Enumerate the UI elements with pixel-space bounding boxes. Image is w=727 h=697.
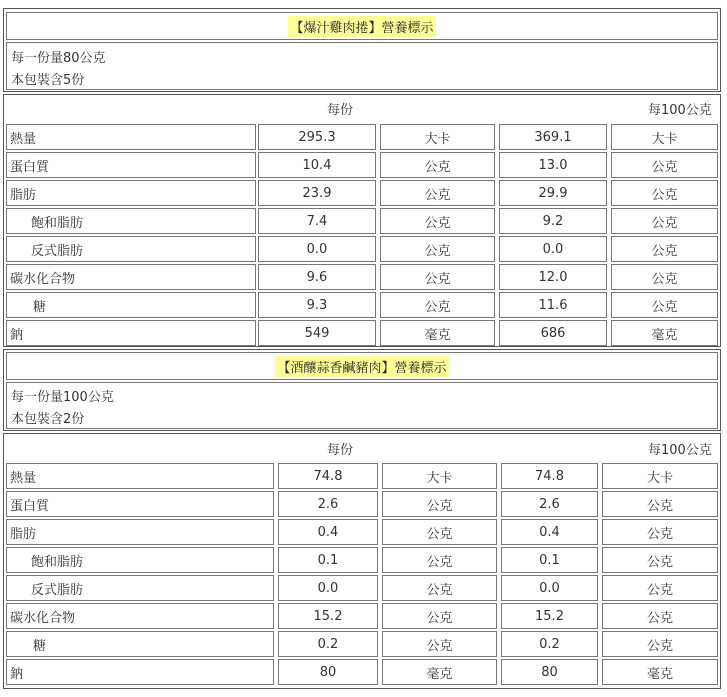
per-100g-value: 2.6 (501, 491, 598, 517)
per-serving-unit: 公克 (380, 152, 495, 178)
per-serving-value: 295.3 (258, 124, 376, 150)
header-per-serving: 每份 (327, 443, 354, 458)
nutrient-name: 反式脂肪 (6, 236, 256, 262)
per-serving-value: 0.0 (258, 236, 376, 262)
per-serving-unit: 大卡 (382, 463, 497, 489)
per-100g-unit: 公克 (611, 208, 718, 234)
per-100g-unit: 大卡 (611, 124, 718, 150)
header-per-100g: 每100公克 (648, 443, 712, 458)
per-serving-unit: 公克 (380, 208, 495, 234)
header-per-100g: 每100公克 (648, 103, 712, 118)
per-serving-unit: 公克 (382, 547, 497, 573)
nutrient-name: 碳水化合物 (6, 603, 274, 629)
per-100g-unit: 公克 (602, 631, 718, 657)
per-serving-value: 0.4 (278, 519, 378, 545)
per-serving-unit: 公克 (380, 180, 495, 206)
per-serving-value: 7.4 (258, 208, 376, 234)
per-100g-unit: 公克 (611, 264, 718, 290)
per-serving-unit: 公克 (382, 631, 497, 657)
per-serving-value: 23.9 (258, 180, 376, 206)
per-100g-value: 369.1 (499, 124, 607, 150)
nutrient-name: 反式脂肪 (6, 575, 274, 601)
per-100g-unit: 公克 (611, 236, 718, 262)
serving-size: 每一份量100公克 (11, 390, 114, 405)
per-serving-value: 15.2 (278, 603, 378, 629)
nutrient-name: 鈉 (6, 659, 274, 685)
nutrient-name: 蛋白質 (6, 491, 274, 517)
per-100g-value: 0.0 (499, 236, 607, 262)
servings-per-pack: 本包裝含2份 (11, 412, 85, 427)
serving-size: 每一份量80公克 (11, 51, 106, 66)
per-100g-unit: 公克 (611, 152, 718, 178)
per-serving-value: 0.1 (278, 547, 378, 573)
section-title: 【酒釀蒜香鹹豬肉】營養標示 (275, 356, 448, 377)
per-100g-unit: 公克 (602, 603, 718, 629)
per-serving-value: 9.3 (258, 292, 376, 318)
nutrient-name: 熱量 (6, 463, 274, 489)
per-100g-unit: 毫克 (611, 320, 718, 346)
per-100g-unit: 公克 (602, 575, 718, 601)
per-100g-unit: 公克 (602, 547, 718, 573)
section-title: 【爆汁雞肉捲】營養標示 (288, 16, 435, 37)
per-serving-value: 74.8 (278, 463, 378, 489)
per-100g-unit: 公克 (611, 180, 718, 206)
per-serving-unit: 毫克 (380, 320, 495, 346)
per-100g-unit: 公克 (611, 292, 718, 318)
per-serving-unit: 毫克 (382, 659, 497, 685)
per-100g-value: 80 (501, 659, 598, 685)
serving-info-box (6, 42, 718, 90)
per-100g-value: 74.8 (501, 463, 598, 489)
per-serving-value: 549 (258, 320, 376, 346)
per-serving-value: 0.2 (278, 631, 378, 657)
per-serving-unit: 公克 (382, 575, 497, 601)
section-title-bar (6, 352, 718, 380)
header-per-serving: 每份 (327, 103, 354, 118)
per-100g-unit: 毫克 (602, 659, 718, 685)
nutrient-name: 脂肪 (6, 519, 274, 545)
per-serving-unit: 公克 (382, 491, 497, 517)
per-serving-value: 0.0 (278, 575, 378, 601)
per-100g-value: 686 (499, 320, 607, 346)
per-serving-unit: 公克 (380, 264, 495, 290)
nutrient-name: 糖 (6, 292, 256, 318)
per-serving-unit: 公克 (382, 603, 497, 629)
section-title-bar (6, 12, 718, 40)
per-100g-value: 0.1 (501, 547, 598, 573)
nutrient-name: 蛋白質 (6, 152, 256, 178)
per-100g-value: 15.2 (501, 603, 598, 629)
per-serving-value: 10.4 (258, 152, 376, 178)
nutrient-name: 飽和脂肪 (6, 208, 256, 234)
per-100g-value: 29.9 (499, 180, 607, 206)
nutrient-name: 碳水化合物 (6, 264, 256, 290)
per-serving-unit: 公克 (382, 519, 497, 545)
per-serving-unit: 公克 (380, 236, 495, 262)
per-serving-value: 80 (278, 659, 378, 685)
per-100g-value: 12.0 (499, 264, 607, 290)
per-100g-value: 0.4 (501, 519, 598, 545)
per-100g-value: 0.2 (501, 631, 598, 657)
per-100g-unit: 公克 (602, 491, 718, 517)
per-100g-unit: 大卡 (602, 463, 718, 489)
servings-per-pack: 本包裝含5份 (11, 73, 85, 88)
nutrient-name: 鈉 (6, 320, 256, 346)
per-100g-value: 9.2 (499, 208, 607, 234)
per-100g-value: 11.6 (499, 292, 607, 318)
per-100g-unit: 公克 (602, 519, 718, 545)
serving-info-box (6, 382, 718, 429)
nutrient-name: 熱量 (6, 124, 256, 150)
per-100g-value: 0.0 (501, 575, 598, 601)
per-serving-unit: 大卡 (380, 124, 495, 150)
per-serving-value: 2.6 (278, 491, 378, 517)
per-100g-value: 13.0 (499, 152, 607, 178)
nutrient-name: 糖 (6, 631, 274, 657)
nutrient-name: 脂肪 (6, 180, 256, 206)
nutrient-name: 飽和脂肪 (6, 547, 274, 573)
per-serving-unit: 公克 (380, 292, 495, 318)
per-serving-value: 9.6 (258, 264, 376, 290)
